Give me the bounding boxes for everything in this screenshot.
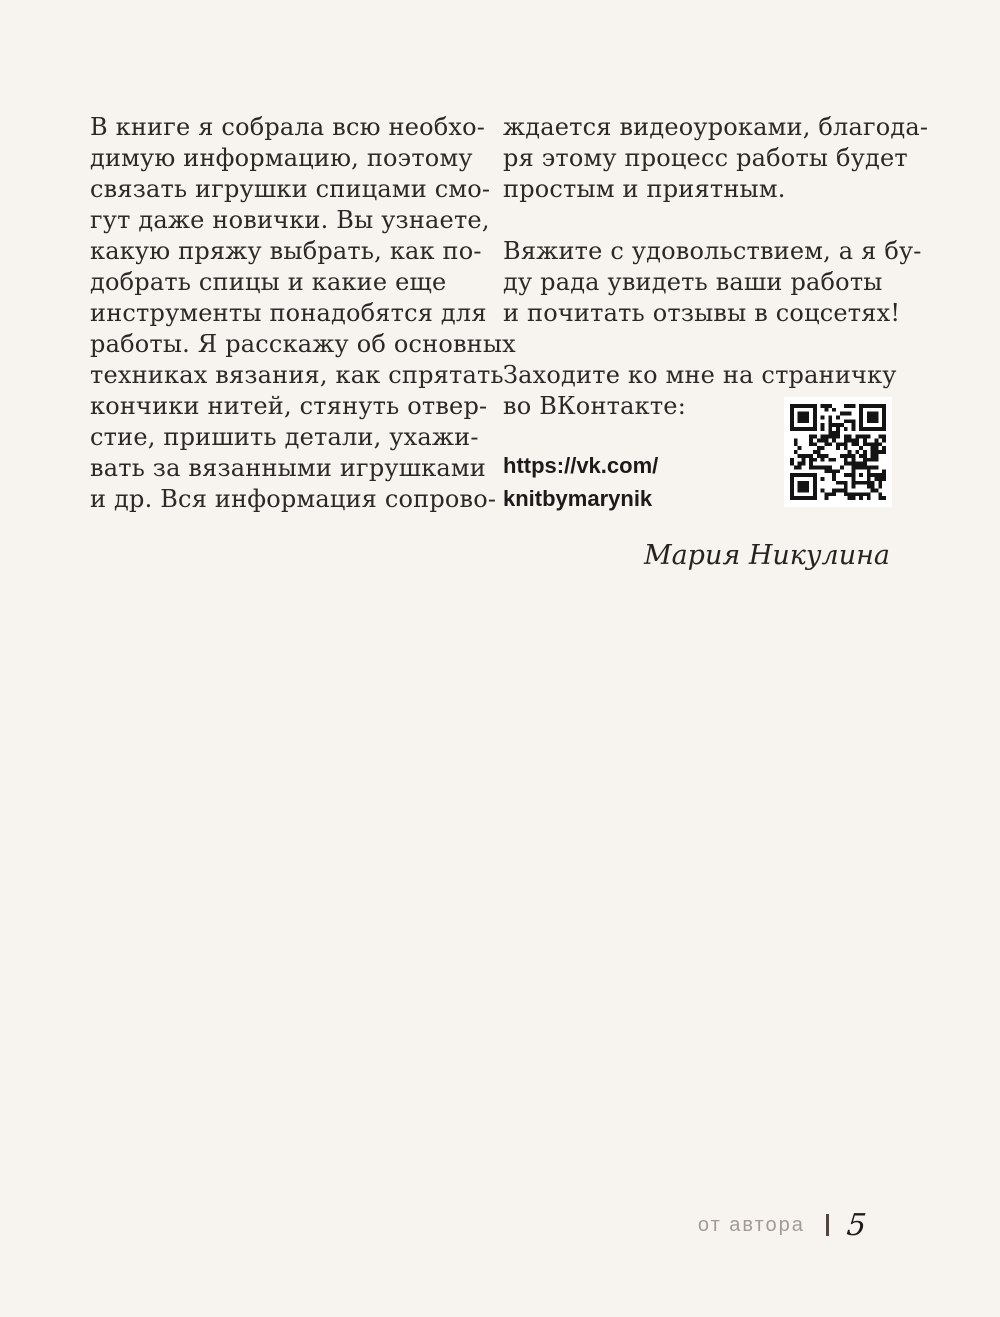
footer-page-number: 5 bbox=[845, 1207, 868, 1243]
text-line: какую пряжу выбрать, как по- bbox=[90, 237, 482, 265]
qr-code-svg bbox=[790, 404, 886, 500]
text-line: Вяжите с удовольствием, а я бу- bbox=[503, 237, 922, 265]
author-signature: Мария Никулина bbox=[643, 540, 890, 571]
text-line: и др. Вся информация сопрово- bbox=[90, 485, 497, 513]
text-line: кончики нитей, стянуть отвер- bbox=[90, 392, 488, 420]
paragraph-videolessons bbox=[503, 112, 929, 205]
text-line: во ВКонтакте: bbox=[503, 392, 686, 420]
qr-code bbox=[784, 397, 892, 507]
text-line: ду рада увидеть ваши работы bbox=[503, 268, 883, 296]
right-text-column bbox=[503, 112, 929, 422]
text-line: инструменты понадобятся для bbox=[90, 299, 487, 327]
text-line: knitbymarynik bbox=[503, 486, 653, 511]
text-line: связать игрушки спицами смо- bbox=[90, 175, 491, 203]
page-footer bbox=[698, 1208, 866, 1242]
vk-link-text bbox=[503, 449, 658, 515]
footer-divider-bar bbox=[826, 1214, 829, 1236]
text-line: стие, пришить детали, ухажи- bbox=[90, 423, 479, 451]
text-line: и почитать отзывы в соцсетях! bbox=[503, 299, 901, 327]
paragraph-wishes bbox=[503, 236, 922, 329]
text-line: ждается видеоуроками, благода- bbox=[503, 113, 929, 141]
text-line: Заходите ко мне на страничку bbox=[503, 361, 897, 389]
text-line: ря этому процесс работы будет bbox=[503, 144, 908, 172]
left-text-column bbox=[90, 112, 516, 515]
intro-paragraph bbox=[90, 112, 516, 515]
text-line: В книге я собрала всю необхо- bbox=[90, 113, 486, 141]
text-line: техниках вязания, как спрятать bbox=[90, 361, 504, 389]
text-line: добрать спицы и какие еще bbox=[90, 268, 447, 296]
text-line: димую информацию, поэтому bbox=[90, 144, 473, 172]
text-line: простым и приятным. bbox=[503, 175, 786, 203]
text-line: работы. Я расскажу об основных bbox=[90, 330, 516, 358]
text-line: гут даже новички. Вы узнаете, bbox=[90, 206, 490, 234]
footer-section-label: от автора bbox=[697, 1213, 805, 1236]
text-line: https://vk.com/ bbox=[503, 453, 659, 478]
text-line: вать за вязанными игрушками bbox=[90, 454, 486, 482]
